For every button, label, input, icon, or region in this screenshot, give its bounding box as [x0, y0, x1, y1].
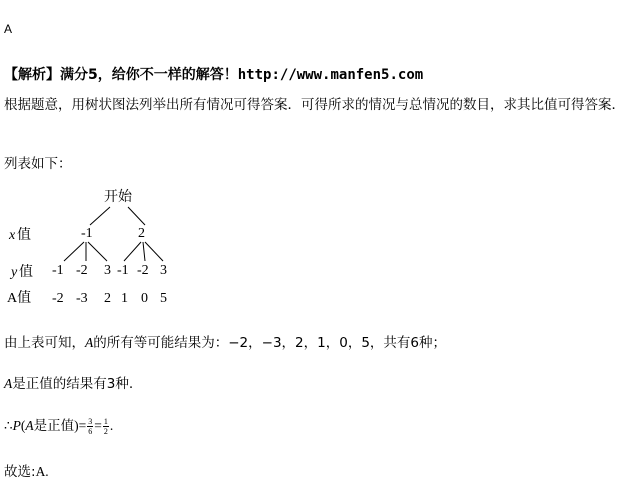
choice-answer: A. — [35, 464, 49, 479]
tree-edge — [143, 242, 145, 261]
positive-text: 是正值的结果有3种. — [12, 376, 134, 392]
header-label: 【解析】满分5，给你不一样的解答！ — [4, 67, 238, 83]
analysis-header — [4, 64, 423, 84]
results-var: A — [85, 335, 94, 350]
tree-edge — [88, 242, 107, 261]
prob-cn: 是正值 — [33, 418, 75, 434]
x-row-label-suffix: 值 — [17, 227, 31, 243]
a-value: 5 — [160, 291, 167, 306]
positive-line — [4, 372, 133, 392]
list-intro: 列表如下： — [4, 156, 72, 172]
tree-edge — [64, 242, 84, 261]
a-value: 2 — [104, 291, 111, 306]
x-value: 2 — [138, 226, 145, 241]
a-value: 0 — [141, 291, 148, 306]
y-value: -1 — [52, 263, 64, 278]
y-value: -1 — [117, 263, 129, 278]
y-value: 3 — [104, 263, 111, 278]
tree-edge — [124, 242, 141, 261]
choice-line — [4, 460, 49, 480]
results-body: 的所有等可能结果为：−2，−3，2，1，0，5，共有6种； — [93, 335, 446, 351]
frac-denominator: 2 — [103, 427, 108, 437]
fraction-one-half — [103, 417, 109, 436]
results-line — [4, 331, 446, 351]
a-value: -3 — [76, 291, 88, 306]
tree-svg — [0, 185, 220, 310]
frac-numerator: 1 — [103, 417, 108, 427]
a-value: -2 — [52, 291, 64, 306]
analysis-paragraph: 根据题意，用树状图法列举出所有情况可得答案．可得所求的情况与总情况的数目，求其比值可得答案． — [4, 97, 625, 113]
x-value: -1 — [81, 226, 93, 241]
frac-denominator: 6 — [88, 427, 93, 437]
a-row-label: A值 — [7, 291, 32, 306]
prob-equals: = — [94, 418, 102, 433]
x-row-label-var: x — [9, 228, 16, 243]
y-value: -2 — [76, 263, 88, 278]
prob-close: )= — [74, 418, 87, 433]
choice-label: 故选: — [4, 464, 36, 480]
tree-edge — [128, 207, 145, 225]
prob-open: ( — [20, 418, 26, 433]
prob-var: A — [25, 418, 34, 433]
header-url: http://www.manfen5.com — [237, 67, 424, 83]
y-value: -2 — [137, 263, 149, 278]
frac-numerator: 3 — [88, 417, 93, 427]
tree-edge — [90, 207, 110, 225]
probability-line — [4, 414, 113, 436]
tree-diagram — [0, 185, 220, 310]
tree-edge — [145, 242, 163, 261]
tree-root: 开始 — [104, 189, 132, 205]
therefore-symbol: ∴ — [4, 418, 13, 433]
a-value: 1 — [121, 291, 128, 306]
y-row-label-suffix: 值 — [19, 264, 33, 280]
y-row-label-var: y — [11, 265, 18, 280]
results-prefix: 由上表可知， — [4, 335, 85, 351]
answer-letter: A — [4, 22, 13, 36]
prob-end: . — [109, 418, 114, 433]
prob-p: P — [12, 418, 21, 433]
y-value: 3 — [160, 263, 167, 278]
positive-var: A — [4, 376, 13, 391]
fraction-three-sixths — [87, 417, 93, 436]
